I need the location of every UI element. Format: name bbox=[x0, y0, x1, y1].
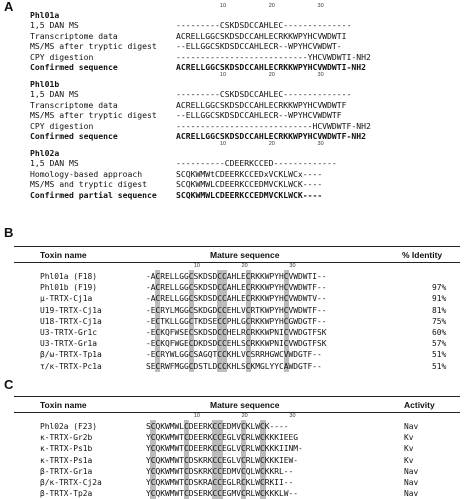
toxin-sequence: SECRWFMGGCDSTLDCCKHLSCKMGLYYCAWDGTF-- bbox=[146, 361, 322, 371]
method-label: Confirmed sequence bbox=[30, 131, 118, 142]
toxin-name: κ-TRTX-Ps1b bbox=[40, 444, 93, 454]
identity-value: 91% bbox=[432, 294, 447, 304]
toxin-sequence: -ACRELLGGCSKDSDCCAHLECRKKWPYHCVWDWTV-- bbox=[146, 294, 327, 304]
toxin-name: U3-TRTX-Gr1c bbox=[40, 328, 98, 337]
method-label: Transcriptome data bbox=[30, 99, 118, 110]
method-label: MS/MS after tryptic digest bbox=[30, 41, 157, 52]
group-title: Phl01b bbox=[30, 79, 60, 89]
toxin-name: Phl01a (F18) bbox=[40, 272, 98, 281]
table-b-header-seq: Mature sequence bbox=[210, 250, 280, 260]
sequence-text: ACRELLGGCSKDSDCCAHLECRKKWPYHCVWDWTI-NH2 bbox=[176, 62, 367, 73]
toxin-sequence: -ACRELLGGCSKDSDCCAHLECRKKWPYHCVWDWTI-- bbox=[146, 272, 327, 281]
toxin-sequence: YCQKWMWTCDEERKCCEGLVCRLWCKKKIINM- bbox=[146, 444, 303, 454]
sequence-text: SCQKWMWLCDEERKCCEDMVCKLWCK---- bbox=[176, 179, 323, 190]
sequence-text: ACRELLGGCSKDSDCCAHLECRKKWPYHCVWDWTF-NH2 bbox=[176, 131, 367, 142]
sequence-text: --ELLGGCSKDSDCCAHLECR--WPYHCVWDWT- bbox=[176, 41, 342, 52]
identity-value: 97% bbox=[432, 283, 447, 293]
ruler-tick: 30 bbox=[317, 3, 324, 9]
toxin-sequence: YCQKWMWTCDEERKCCEGLVCRLWCKKKIEEG bbox=[146, 433, 299, 443]
sequence-text: ACRELLGGCSKDSDCCAHLECRKKWPYHCVWDWTF bbox=[176, 99, 347, 110]
sequence-text: ACRELLGGCSKDSDCCAHLECRKKWPYHCVWDWTI bbox=[176, 30, 347, 41]
ruler-tick: 30 bbox=[317, 72, 324, 78]
ruler-tick: 20 bbox=[241, 413, 248, 419]
ruler-tick: 10 bbox=[193, 263, 200, 269]
toxin-name: Phl02a (F23) bbox=[40, 422, 98, 431]
sequence-text: SCQKWMWtCDEERKCCEDxVCKLWCx---- bbox=[176, 168, 323, 179]
toxin-name: κ-TRTX-Gr2b bbox=[40, 433, 93, 443]
identity-value: 51% bbox=[432, 361, 447, 371]
panel-b bbox=[14, 264, 464, 372]
ruler-tick: 20 bbox=[268, 141, 275, 147]
table-b-top-rule bbox=[14, 246, 460, 247]
method-label: Confirmed partial sequence bbox=[30, 189, 157, 200]
table-b-header-name: Toxin name bbox=[40, 250, 87, 260]
method-label: 1,5 DAN MS bbox=[30, 158, 79, 168]
toxin-name: U18-TRTX-Cj1a bbox=[40, 316, 102, 326]
identity-value: 57% bbox=[432, 339, 447, 349]
ruler-tick: 30 bbox=[317, 141, 324, 147]
toxin-name: κ-TRTX-Ps1a bbox=[40, 455, 93, 465]
activity-value: Nav bbox=[404, 466, 419, 476]
panel-c bbox=[14, 414, 464, 499]
identity-value: 81% bbox=[432, 305, 447, 315]
activity-value: Nav bbox=[404, 422, 419, 431]
method-label: CPY digestion bbox=[30, 51, 94, 62]
sequence-text: ---------------------------YHCVWDWTI-NH2 bbox=[176, 51, 371, 62]
toxin-sequence: SCQKWMWLCDEERKCCEDMVCKLWCK---- bbox=[146, 422, 289, 431]
toxin-name: τ/κ-TRTX-Pc1a bbox=[40, 361, 102, 371]
ruler-tick: 20 bbox=[241, 263, 248, 269]
toxin-name: β/κ-TRTX-Cj2a bbox=[40, 478, 102, 487]
panel-letter-b: B bbox=[4, 225, 14, 240]
identity-value: 51% bbox=[432, 350, 447, 360]
method-label: Homology-based approach bbox=[30, 168, 143, 179]
method-label: 1,5 DAN MS bbox=[30, 89, 79, 99]
method-label: MS/MS and tryptic digest bbox=[30, 179, 147, 190]
table-b-header-pct: % Identity bbox=[402, 250, 443, 260]
toxin-name: U3-TRTX-Gr1a bbox=[40, 339, 98, 349]
panel-letter-c: C bbox=[4, 377, 14, 392]
activity-value: Nav bbox=[404, 489, 419, 499]
sequence-text: ---------CSKDSDCCAHLEC-------------- bbox=[176, 89, 352, 99]
ruler-tick: 20 bbox=[268, 72, 275, 78]
method-label: CPY digestion bbox=[30, 120, 94, 131]
toxin-sequence: -ECTKLLGGCTKDSECCPHLGCRKKWPYHCGWDGTF-- bbox=[146, 316, 327, 326]
sequence-text: ---------CSKDSDCCAHLEC-------------- bbox=[176, 20, 352, 30]
group-title: Phl01a bbox=[30, 10, 60, 20]
toxin-sequence: YCQKWMWTCDSKRACCEGLRCKLWCRKII-- bbox=[146, 478, 294, 487]
toxin-sequence: -ECKQFWSECSKDSDCCHELRCRKKWPNICVWDGTFSK bbox=[146, 328, 327, 337]
ruler-tick: 30 bbox=[289, 263, 296, 269]
table-c-top-rule bbox=[14, 396, 460, 397]
toxin-sequence: -ECRYLMGGCSKDGDCCEHLVCRTKWPYHCVWDWTF-- bbox=[146, 305, 327, 315]
toxin-sequence: -ACRELLGGCSKDSDCCAHLECRKKWPYHCVWDWTF-- bbox=[146, 283, 327, 293]
sequence-text: --ELLGGCSKDSDCCAHLECR--WPYHCVWDWTF bbox=[176, 110, 342, 121]
table-c-header-name: Toxin name bbox=[40, 400, 87, 410]
toxin-sequence: YCQKWMWTCDSKRKCCEDMVCQLWCKKRL-- bbox=[146, 466, 294, 476]
table-b-header-rule bbox=[14, 262, 460, 263]
identity-value: 60% bbox=[432, 328, 447, 337]
toxin-sequence: YCQKWMWTCDSKRKCCEGLVCRLWCKKKIEW- bbox=[146, 455, 299, 465]
table-c-header-seq: Mature sequence bbox=[210, 400, 280, 410]
activity-value: Kv bbox=[404, 455, 414, 465]
activity-value: Nav bbox=[404, 478, 419, 487]
ruler-tick: 30 bbox=[289, 413, 296, 419]
ruler-tick: 20 bbox=[268, 3, 275, 9]
toxin-name: Phl01b (F19) bbox=[40, 283, 98, 293]
toxin-sequence: YCQKWMWTCDSERKCCEGMVCRLWCKKKLW-- bbox=[146, 489, 299, 499]
toxin-sequence: -ECRYWLGGCSAGQTCCKHLVCSRRHGWCVWDGTF-- bbox=[146, 350, 322, 360]
panel-letter-a: A bbox=[4, 0, 14, 14]
sequence-text: ----------------------------HCVWDWTF-NH2 bbox=[176, 120, 371, 131]
activity-value: Kv bbox=[404, 444, 414, 454]
toxin-name: β/ω-TRTX-Tp1a bbox=[40, 350, 102, 360]
table-c-header-rule bbox=[14, 412, 460, 413]
identity-value: 75% bbox=[432, 316, 447, 326]
toxin-sequence: -ECKQFWGECDKDSDCCEHLSCRKKWPNICVWDGTFSK bbox=[146, 339, 327, 349]
ruler-tick: 10 bbox=[219, 141, 227, 147]
activity-value: Kv bbox=[404, 433, 414, 443]
ruler-tick: 10 bbox=[193, 413, 200, 419]
sequence-text: SCQKWMWLCDEERKCCEDMVCKLWCK---- bbox=[176, 189, 323, 200]
toxin-name: β-TRTX-Tp2a bbox=[40, 489, 93, 499]
toxin-name: U19-TRTX-Cj1a bbox=[40, 305, 102, 315]
method-label: MS/MS after tryptic digest bbox=[30, 110, 157, 121]
ruler-tick: 10 bbox=[219, 3, 227, 9]
ruler-tick: 10 bbox=[219, 72, 227, 78]
method-label: 1,5 DAN MS bbox=[30, 20, 79, 30]
sequence-text: ----------CDEERKCCED------------- bbox=[176, 158, 337, 168]
method-label: Transcriptome data bbox=[30, 30, 118, 41]
toxin-name: β-TRTX-Gr1a bbox=[40, 466, 93, 476]
table-c-header-act: Activity bbox=[404, 400, 435, 410]
method-label: Confirmed sequence bbox=[30, 62, 118, 73]
toxin-name: μ-TRTX-Cj1a bbox=[40, 294, 93, 304]
group-title: Phl02a bbox=[30, 148, 60, 158]
